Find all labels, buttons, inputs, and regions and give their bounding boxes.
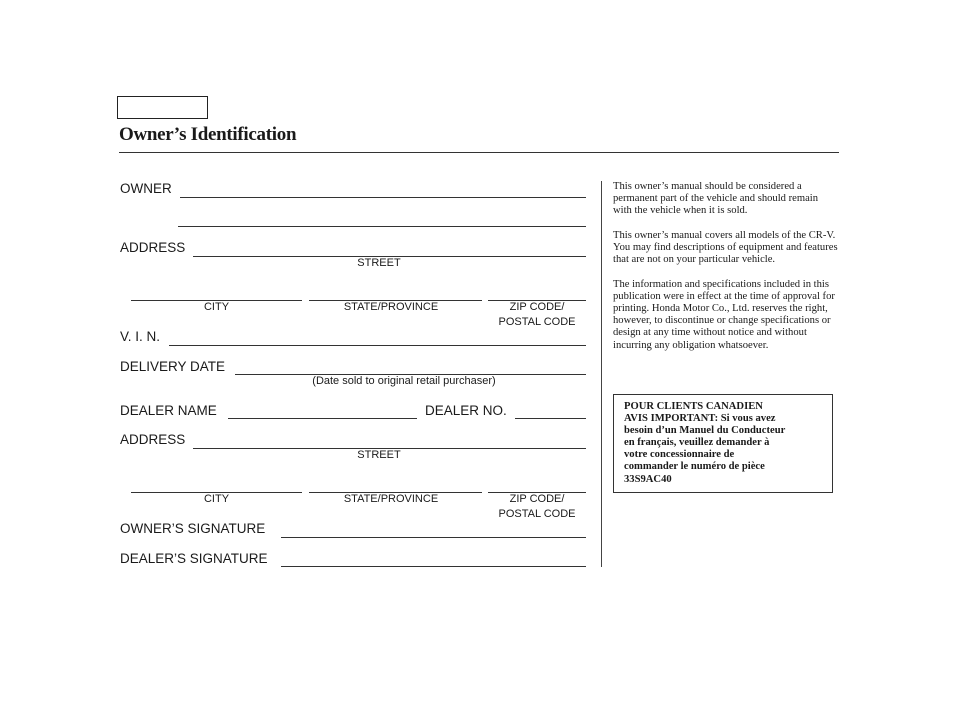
delivery-date-caption: (Date sold to original retail purchaser) <box>312 375 496 387</box>
canadian-notice-box <box>613 394 833 493</box>
specifications-note: The information and specifications included in this publication were in effect at the time of approval for printing. Honda Motor Co., Ltd. reserves the right, however, to discontinue or change specifications or design at any time without notice and without incurring any obligation whatsoever. <box>613 278 835 351</box>
dealer-no-field[interactable] <box>515 418 586 419</box>
dealers-signature-field[interactable] <box>281 566 586 567</box>
owner-label: OWNER <box>120 181 172 196</box>
dealer-name-field[interactable] <box>228 418 417 419</box>
dealer-address-label: ADDRESS <box>120 432 186 447</box>
dealer-postal-caption: POSTAL CODE <box>498 508 576 520</box>
owner-zip-caption: ZIP CODE/ <box>509 301 565 313</box>
owner-address-label: ADDRESS <box>120 240 186 255</box>
notice-part-number: 33S9AC40 <box>624 473 672 485</box>
owner-postal-caption: POSTAL CODE <box>498 316 576 328</box>
notice-line: commander le numéro de pièce <box>624 461 765 473</box>
notice-line: AVIS IMPORTANT: Si vous avez <box>624 413 776 425</box>
sidebar-notes <box>613 181 838 364</box>
dealer-state-caption: STATE/PROVINCE <box>343 493 439 505</box>
dealer-no-label: DEALER NO. <box>425 403 507 418</box>
notice-line: votre concessionnaire de <box>624 449 735 461</box>
dealers-signature-label: DEALER’S SIGNATURE <box>120 551 268 566</box>
owner-street-caption: STREET <box>357 257 401 269</box>
vin-label: V. I. N. <box>120 329 161 344</box>
page-title: Owner’s Identification <box>119 124 297 145</box>
dealer-zip-caption: ZIP CODE/ <box>509 493 565 505</box>
dealer-city-caption: CITY <box>203 493 230 505</box>
delivery-date-label: DELIVERY DATE <box>120 359 226 374</box>
title-rule <box>119 152 839 153</box>
vin-field[interactable] <box>169 345 586 346</box>
notice-line: besoin d’un Manuel du Conducteur <box>624 425 786 437</box>
owners-signature-field[interactable] <box>281 537 586 538</box>
manual-models-note: This owner’s manual covers all models of the CR-V. You may find descriptions of equipment and features that are not on your particular vehicle. <box>613 229 838 266</box>
owner-city-caption: CITY <box>203 301 230 313</box>
section-tab-box <box>117 96 208 119</box>
dealer-name-label: DEALER NAME <box>120 403 217 418</box>
owner-state-caption: STATE/PROVINCE <box>343 301 439 313</box>
notice-line: en français, veuillez demander à <box>624 437 770 449</box>
notice-line: POUR CLIENTS CANADIEN <box>624 401 763 412</box>
owners-signature-label: OWNER’S SIGNATURE <box>120 521 266 536</box>
manual-permanent-note: This owner’s manual should be considered a permanent part of the vehicle and should remain with the vehicle when it is sold. <box>613 181 819 217</box>
owner-field-2[interactable] <box>178 226 586 227</box>
owner-field[interactable] <box>180 197 586 198</box>
column-divider <box>601 181 602 567</box>
dealer-street-caption: STREET <box>357 449 401 461</box>
